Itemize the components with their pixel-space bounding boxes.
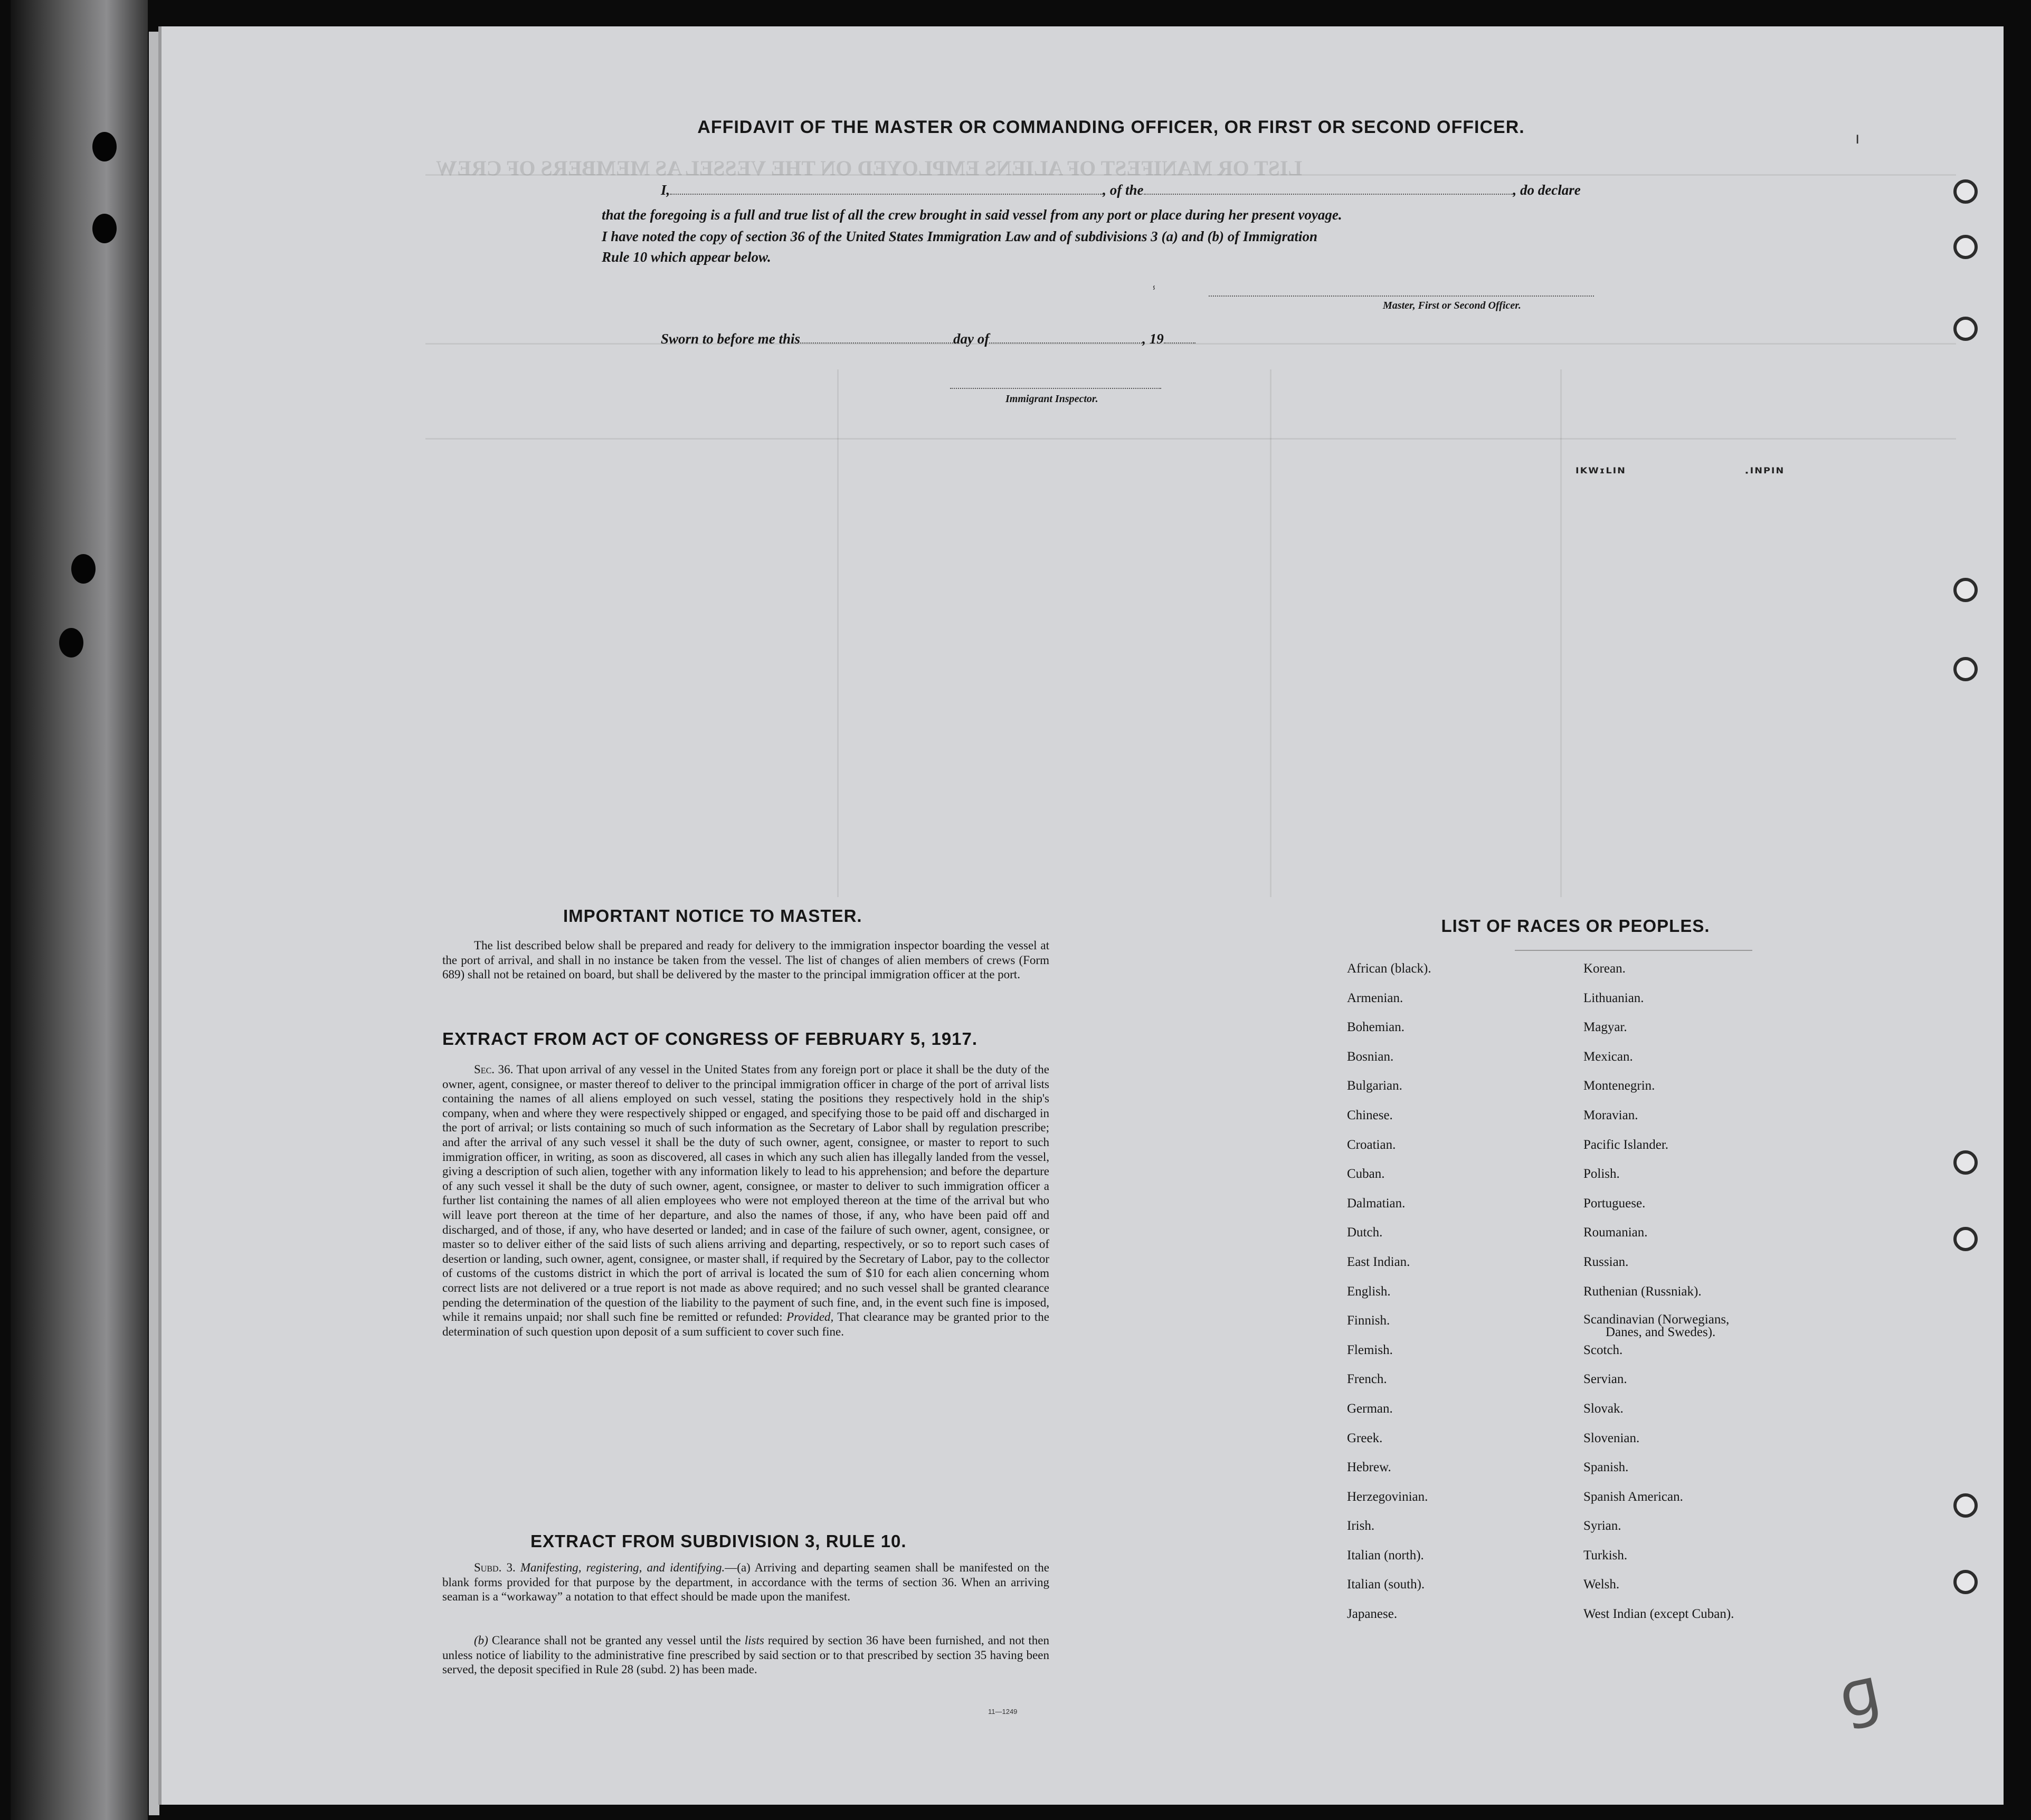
subd-heading: Manifesting, registering, and identifying. (520, 1561, 725, 1574)
subd-b-label: (b) (474, 1634, 488, 1647)
race-item: Finnish. (1347, 1313, 1390, 1328)
subd-a-text: —(a) Arriving and departing seamen shall be manifested on the blank forms provided for that purpose by the department, in accordance with the terms of section 36. When an arriving seaman is a “workaway” a notation to that effect should be made upon the manifest. (442, 1561, 1050, 1604)
subd-label: Subd. 3. (474, 1561, 516, 1574)
handwritten-mark: ᴵᴷᵂᶦᴸᴵᴺ (1576, 464, 1626, 482)
race-item: African (black). (1347, 961, 1431, 976)
stray-mark: ı (1855, 129, 1860, 148)
grid-line (425, 438, 1956, 440)
race-item: Lithuanian. (1583, 990, 1644, 1005)
year-label: , 19 (1142, 331, 1164, 347)
subd-b-text-2: required by section 36 have been furnished, and not then unless notice of liability to the administrative fine prescribed by said section or to that prescribed by section 35 having been served, the deposit specified in Rule 28 (subd. 2) has been made. (442, 1634, 1050, 1676)
page-margin-strip (149, 32, 159, 1815)
handwritten-mark: ᐧᴵᴺᴾᴵᴺ (1744, 464, 1785, 482)
race-item: Greek. (1347, 1431, 1383, 1445)
races-list-title: LIST OF RACES OR PEOPLES. (1441, 916, 1710, 936)
race-item: Croatian. (1347, 1137, 1396, 1152)
race-item (1583, 1313, 1858, 1343)
affidavit-line-2: that the foregoing is a full and true list of all the crew brought in said vessel from any port or place during her present voyage. (602, 207, 1342, 223)
binder-ring (1953, 1493, 1978, 1518)
binder-ring (1953, 1150, 1978, 1175)
affidavit-title: AFFIDAVIT OF THE MASTER OR COMMANDING OFFICER, OR FIRST OR SECOND OFFICER. (697, 117, 1525, 137)
bleed-through-title: LIST OR MANIFEST OF ALIENS EMPLOYED ON THE VESSEL AS MEMBERS OF CREW (436, 156, 1303, 180)
race-item: Ruthenian (Russniak). (1583, 1284, 1702, 1299)
race-item: Magyar. (1583, 1020, 1627, 1035)
race-item: East Indian. (1347, 1254, 1410, 1269)
race-item: Polish. (1583, 1167, 1620, 1181)
race-item: French. (1347, 1372, 1387, 1387)
race-item: Korean. (1583, 961, 1626, 976)
sworn-line (661, 331, 1195, 347)
race-item: Scotch. (1583, 1342, 1623, 1357)
officer-name-blank[interactable] (670, 194, 1103, 195)
form-number: 11—1249 (988, 1708, 1018, 1716)
race-item: Roumanian. (1583, 1225, 1648, 1240)
notice-title: IMPORTANT NOTICE TO MASTER. (563, 906, 862, 926)
binder-ring (1953, 1570, 1978, 1594)
rule-extract-title: EXTRACT FROM SUBDIVISION 3, RULE 10. (530, 1531, 907, 1551)
race-item: Russian. (1583, 1254, 1629, 1269)
race-item: Dutch. (1347, 1225, 1383, 1240)
race-item: Bulgarian. (1347, 1079, 1402, 1093)
race-item: German. (1347, 1401, 1393, 1416)
affidavit-i-label: I, (661, 182, 670, 198)
races-right-column (1583, 961, 1858, 1636)
affidavit-line-3: I have noted the copy of section 36 of the United States Immigration Law and of subdivisions 3 (a) and (b) of Immigration (602, 228, 1318, 244)
race-item: Welsh. (1583, 1577, 1620, 1592)
inspector-signature-blank[interactable] (950, 388, 1161, 389)
punch-hole (92, 214, 117, 243)
race-item: Montenegrin. (1583, 1079, 1655, 1093)
page-stack-edge (11, 0, 148, 1820)
act-extract-body (442, 1062, 1049, 1339)
punch-hole (59, 628, 83, 658)
race-item: Italian (south). (1347, 1577, 1425, 1592)
subd-b-text-1: Clearance shall not be granted any vessel until the (491, 1634, 741, 1647)
grid-line (1270, 369, 1271, 897)
race-item-line-2: Danes, and Swedes). (1606, 1325, 1716, 1340)
race-item: Irish. (1347, 1519, 1375, 1533)
binder-ring (1953, 657, 1978, 681)
master-signature-blank[interactable] (1209, 296, 1594, 297)
binder-ring (1953, 1227, 1978, 1251)
race-item: Cuban. (1347, 1167, 1385, 1181)
race-item: Italian (north). (1347, 1548, 1424, 1562)
act-extract-title: EXTRACT FROM ACT OF CONGRESS OF FEBRUARY 5, 1917. (442, 1029, 978, 1049)
race-item: Slovenian. (1583, 1431, 1640, 1445)
race-item: Bosnian. (1347, 1049, 1394, 1064)
race-item: Herzegovinian. (1347, 1489, 1428, 1504)
rule-extract-subd-a (442, 1560, 1049, 1604)
affidavit-declare-label: , do declare (1513, 182, 1581, 198)
race-item: Chinese. (1347, 1108, 1393, 1122)
stray-mark: ⸯ (1151, 287, 1157, 300)
race-item: Dalmatian. (1347, 1196, 1406, 1211)
punch-hole (92, 132, 117, 161)
subd-b-lists-word: lists (744, 1634, 764, 1647)
race-item: Slovak. (1583, 1401, 1624, 1416)
race-item: Servian. (1583, 1372, 1627, 1387)
day-of-label: day of (953, 331, 990, 347)
inspector-signature-label: Immigrant Inspector. (1005, 393, 1098, 405)
sworn-year-blank[interactable] (1164, 342, 1195, 344)
provided-word: Provided, (786, 1310, 834, 1324)
race-item: Mexican. (1583, 1049, 1633, 1064)
races-left-column (1347, 961, 1621, 1636)
vessel-name-blank[interactable] (1144, 194, 1513, 195)
affidavit-line-4: Rule 10 which appear below. (602, 249, 771, 265)
affidavit-declaration-line (661, 182, 1581, 198)
races-title-rule (1515, 950, 1752, 951)
race-item: Spanish American. (1583, 1489, 1683, 1504)
rule-extract-subd-b (442, 1633, 1049, 1677)
race-item: Moravian. (1583, 1108, 1638, 1122)
punch-hole (71, 554, 96, 584)
notice-body: The list described below shall be prepared and ready for delivery to the immigration inspector boarding the vessel at the port of arrival, and shall in no instance be taken from the vessel. The list of changes of alien members of crews (Form 689) shall not be retained on board, but shall be delivered by the master to the principal immigration officer at the port. (442, 939, 1049, 982)
section-label: Sec. 36. (474, 1063, 514, 1076)
race-item: Japanese. (1347, 1607, 1398, 1622)
race-item: Spanish. (1583, 1460, 1629, 1475)
master-signature-label: Master, First or Second Officer. (1383, 300, 1521, 311)
race-item: Turkish. (1583, 1548, 1628, 1562)
race-item: Syrian. (1583, 1519, 1621, 1533)
binder-ring (1953, 317, 1978, 341)
grid-line (1560, 369, 1562, 897)
race-item: Pacific Islander. (1583, 1137, 1669, 1152)
race-item: Bohemian. (1347, 1020, 1405, 1035)
race-item-line-1: Scandinavian (Norwegians, (1583, 1312, 1730, 1327)
binder-ring (1953, 235, 1978, 259)
race-item: West Indian (except Cuban). (1583, 1607, 1734, 1622)
sworn-day-blank[interactable] (800, 342, 953, 344)
race-item: Flemish. (1347, 1342, 1393, 1357)
race-item: Armenian. (1347, 990, 1403, 1005)
binder-ring (1953, 578, 1978, 602)
sworn-month-blank[interactable] (989, 342, 1142, 344)
race-item: Portuguese. (1583, 1196, 1646, 1211)
binder-ring (1953, 179, 1978, 204)
grid-line (837, 369, 839, 897)
section-36-text: That upon arrival of any vessel in the United States from any foreign port or place it shall be the duty of the owner, agent, consignee, or master thereof to deliver to the principal immigration officer in charge of the port of arrival lists containing the names of all aliens employed on such vessel, stating the positions they respectively hold in the ship's company, when and where they were respectively shipped or engaged, and specifying those to be paid off and discharged in the port of arrival; or lists containing so much of such information as the Secretary of Labor shall by regulation prescribe; and after the arrival of any such vessel it shall be the duty of such owner, agent, consignee, or master to report to such immigration officer, in writing, as soon as discovered, all cases in which any such alien has illegally landed from the vessel, giving a description of such alien, together with any information likely to lead to his apprehension; and before the departure of any such vessel it shall be the duty of such owner, agent, consignee, or master to deliver to such immigration officer a further list containing the names of all alien employees who were not employed thereon at the time of the arrival but who will leave port thereon at the time of her departure, and also the names of those, if any, who have been paid off and discharged, and of those, if any, who have deserted or landed; and in case of the failure of such owner, agent, consignee, or master so to deliver either of the said lists of such aliens arriving and departing, respectively, or so to report such cases of desertion or landing, such owner, agent, consignee, or master shall, if required by the Secretary of Labor, pay to the collector of customs of the customs district in which the port of arrival is located the sum of $10 for each alien concerning whom correct lists are not delivered or a true report is not made as above required; and no such vessel shall be granted clearance pending the determination of the question of the liability to the payment of such fine, and, in the event such fine is imposed, while it remains unpaid; nor shall such fine be remitted or refunded: (442, 1063, 1049, 1324)
race-item: Hebrew. (1347, 1460, 1391, 1475)
race-item: English. (1347, 1284, 1391, 1299)
sworn-label: Sworn to before me this (661, 331, 801, 347)
section-36-end: That clearance may be granted prior to the determination of such question upon deposit of a sum sufficient to cover such fine. (442, 1310, 1049, 1338)
page-number-handwritten: ɡ (1832, 1653, 1887, 1734)
affidavit-of-the-label: , of the (1103, 182, 1144, 198)
